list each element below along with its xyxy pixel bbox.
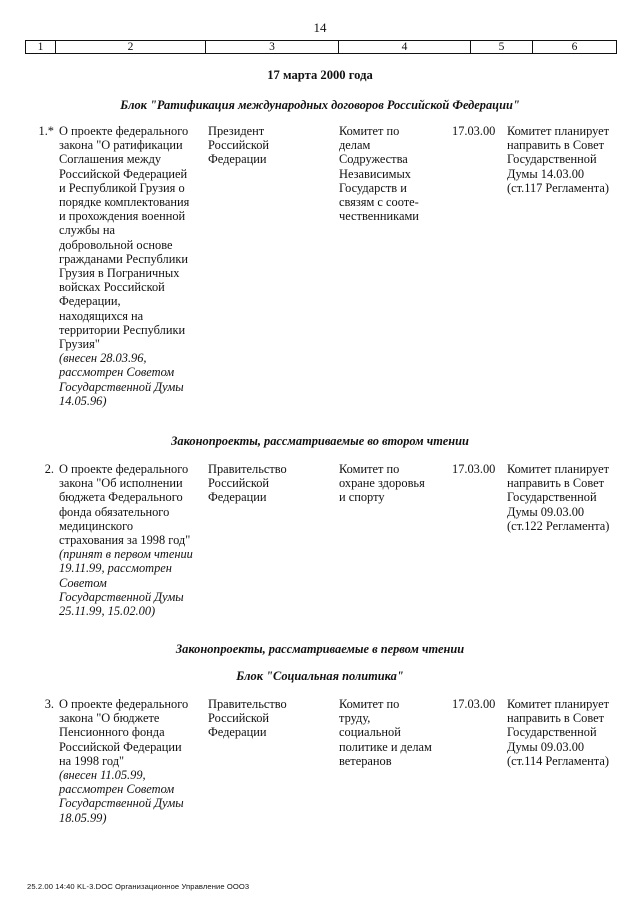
bill-title: О проекте федерального закона "О ратификации Соглашения между Российской Федерацией и Республикой Грузия о порядке комплектования и прохождения военной службы на добровольной основе гражданами Республики Грузия в Пограничных войсках Российской Федерации, находящихся на территории Республики Грузия" (внесен 28.03.96, рассмотрен Советом Государственной Думы 14.05.96): [59, 124, 202, 408]
bill-sponsor: Правительство Российской Федерации: [208, 697, 287, 740]
committee-decision: Комитет планирует направить в Совет Государственной Думы 09.03.00 (ст.122 Регламента): [507, 462, 610, 533]
section-heading-ratification: Блок "Ратификация международных договоров Российской Федерации": [120, 98, 520, 112]
column-number-3: 3: [206, 41, 339, 53]
column-number-4: 4: [339, 41, 471, 53]
responsible-committee: Комитет по охране здоровья и спорту: [339, 462, 425, 505]
document-footer: 25.2.00 14:40 KL-3.DOC Организационное Управление ООО3: [27, 882, 250, 891]
consideration-date: 17.03.00: [452, 124, 496, 138]
row-number: 2.: [44, 462, 54, 476]
column-number-1: 1: [26, 41, 56, 53]
section-heading-first-reading: Законопроекты, рассматриваемые в первом чтении: [175, 642, 465, 656]
row-number: 3.: [44, 697, 54, 711]
column-number-2: 2: [56, 41, 206, 53]
row-number: 1.*: [38, 124, 54, 138]
bill-sponsor: Правительство Российской Федерации: [208, 462, 287, 505]
responsible-committee: Комитет по труду, социальной политике и делам ветеранов: [339, 697, 432, 768]
bill-sponsor: Президент Российской Федерации: [208, 124, 270, 167]
bill-note: (внесен 11.05.99,: [59, 768, 146, 783]
responsible-committee: Комитет по делам Содружества Независимых Государств и связям с сооте- чественниками: [339, 124, 419, 224]
committee-decision: Комитет планирует направить в Совет Государственной Думы 09.03.00 (ст.114 Регламента): [507, 697, 610, 768]
bill-note: (внесен 28.03.96,: [59, 351, 147, 366]
column-number-header: [25, 40, 617, 54]
column-number-5: 5: [471, 41, 533, 53]
column-number-6: 6: [571, 41, 578, 53]
committee-decision: Комитет планирует направить в Совет Государственной Думы 14.03.00 (ст.117 Регламента): [507, 124, 610, 195]
section-heading-social-policy: Блок "Социальная политика": [236, 669, 404, 683]
page-number: 14: [313, 20, 327, 35]
date-heading: 17 марта 2000 года: [267, 68, 373, 82]
bill-title: О проекте федерального закона "Об исполнении бюджета Федерального фонда обязательного медицинского страхования за 1998 год" (принят в первом чтении 19.11.99, рассмотрен Советом Государственной Думы 25.11.99, 15.02.00): [59, 462, 202, 618]
section-heading-second-reading: Законопроекты, рассматриваемые во втором чтении: [171, 434, 469, 448]
bill-title: О проекте федерального закона "О бюджете Пенсионного фонда Российской Федерации на 1998 год" (внесен 11.05.99, рассмотрен Советом Государственной Думы 18.05.99): [59, 697, 202, 825]
consideration-date: 17.03.00: [452, 697, 496, 711]
bill-note: (принят в первом чтении: [59, 547, 193, 562]
consideration-date: 17.03.00: [452, 462, 496, 476]
